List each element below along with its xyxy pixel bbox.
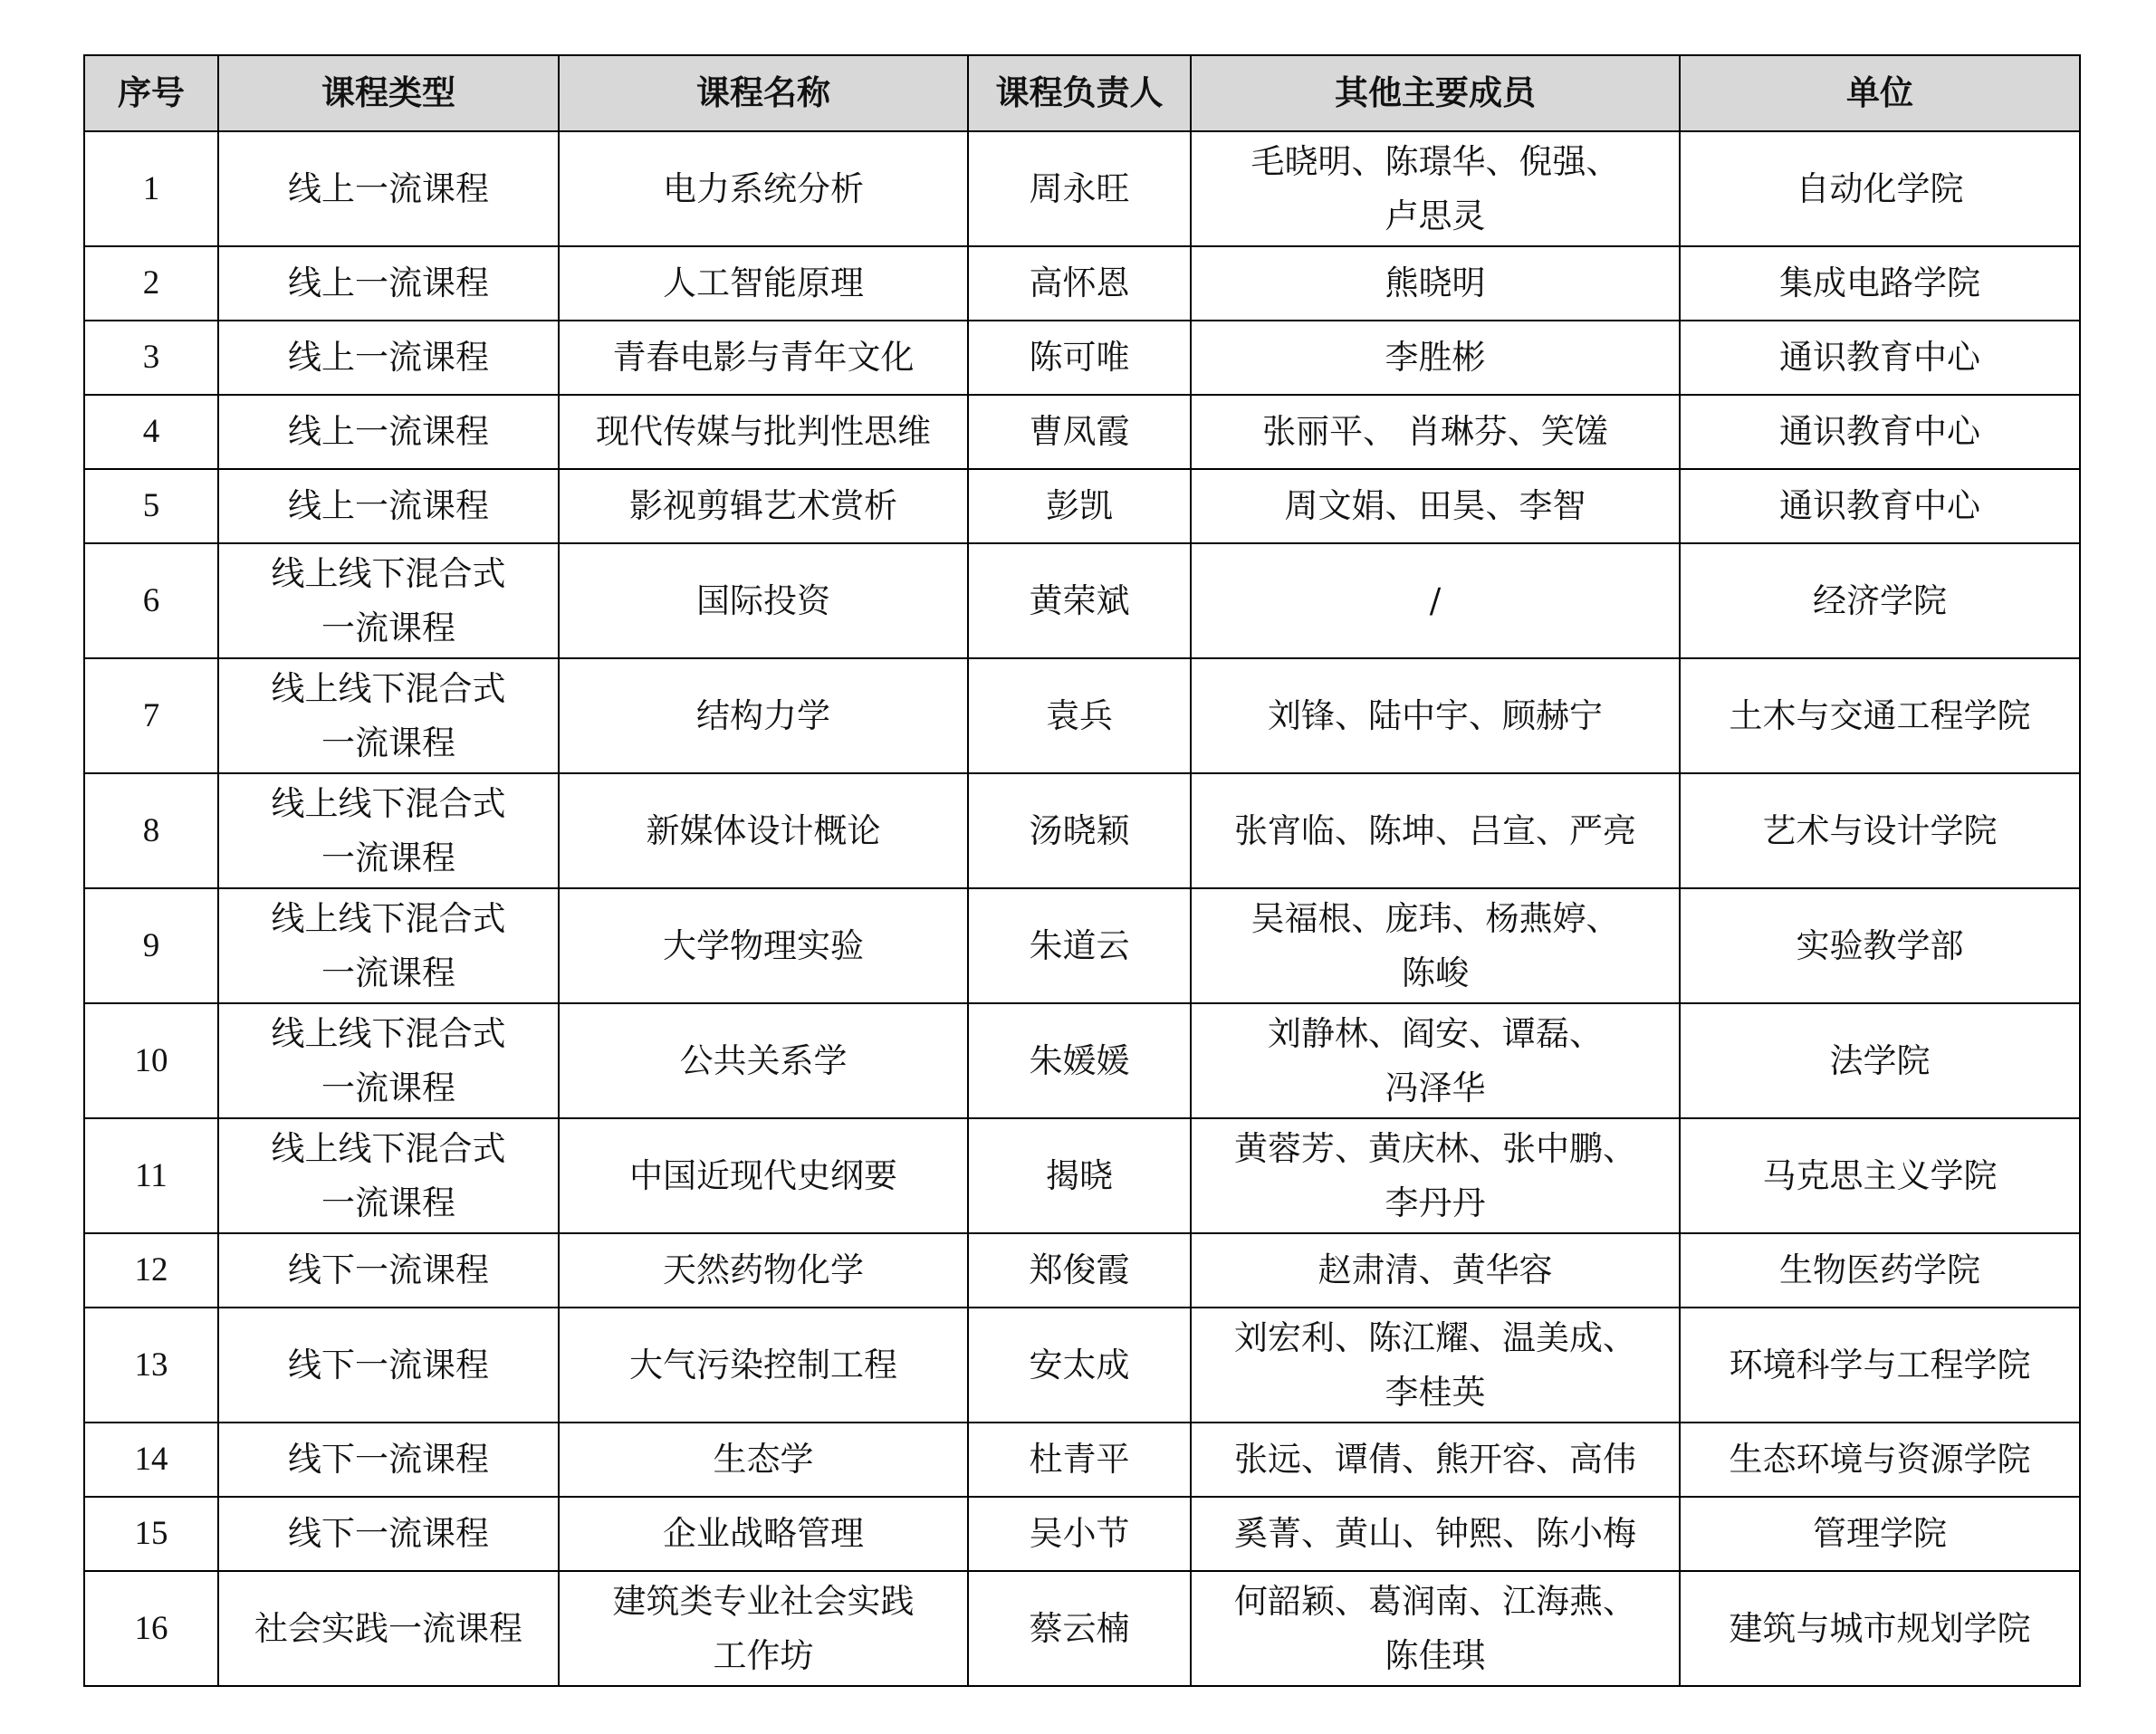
cell-course-type — [218, 888, 559, 1003]
cell-no-line: 14 — [134, 1441, 168, 1478]
cell-other-members-line: 黄蓉芳、黄庆林、张中鹏、 — [1234, 1128, 1636, 1168]
cell-no-line: 5 — [142, 487, 160, 524]
cell-unit-line: 艺术与设计学院 — [1762, 810, 1998, 850]
header-course-type: 课程类型 — [218, 55, 559, 131]
cell-unit-line: 生态环境与资源学院 — [1729, 1440, 2031, 1479]
cell-course-type-line: 线上线下混合式 — [271, 1128, 506, 1168]
cell-other-members — [1191, 1571, 1680, 1686]
cell-other-members-line: 李桂英 — [1385, 1372, 1486, 1412]
cell-other-members-line: 奚菁、黄山、钟熙、陈小梅 — [1234, 1514, 1636, 1553]
cell-other-members — [1191, 1308, 1680, 1423]
cell-course-leader-line: 朱媛媛 — [1029, 1040, 1130, 1080]
cell-no-line: 15 — [134, 1515, 168, 1552]
cell-other-members-line: 冯泽华 — [1385, 1068, 1486, 1107]
cell-unit — [1680, 131, 2080, 246]
cell-course-type-line: 一流课程 — [321, 723, 455, 762]
cell-no — [84, 1233, 218, 1308]
cell-other-members-line: 刘宏利、陈江耀、温美成、 — [1234, 1317, 1636, 1357]
cell-no — [84, 246, 218, 321]
cell-other-members-line: / — [1429, 580, 1442, 620]
cell-course-name — [559, 1233, 968, 1308]
cell-unit — [1680, 246, 2080, 321]
cell-course-type-line: 线上一流课程 — [288, 412, 489, 451]
cell-other-members — [1191, 321, 1680, 395]
cell-unit — [1680, 543, 2080, 658]
table-row — [84, 1497, 2080, 1571]
cell-no — [84, 1308, 218, 1423]
cell-unit-line: 法学院 — [1829, 1040, 1931, 1080]
table-row — [84, 246, 2080, 321]
header-unit: 单位 — [1680, 55, 2080, 131]
table-row — [84, 658, 2080, 773]
cell-course-type-line: 一流课程 — [321, 838, 455, 877]
cell-course-leader-line: 朱道云 — [1029, 925, 1130, 965]
cell-course-type — [218, 131, 559, 246]
cell-course-name-line: 建筑类专业社会实践 — [612, 1581, 915, 1621]
cell-course-type — [218, 773, 559, 888]
cell-no-line: 1 — [142, 169, 160, 207]
cell-no — [84, 658, 218, 773]
cell-unit — [1680, 1423, 2080, 1497]
cell-course-type — [218, 395, 559, 469]
cell-course-leader-line: 周永旺 — [1029, 168, 1130, 208]
table-header-row — [84, 55, 2080, 131]
cell-other-members-line: 毛晓明、陈璟华、倪强、 — [1250, 141, 1620, 181]
cell-course-name — [559, 395, 968, 469]
cell-course-leader — [968, 1308, 1191, 1423]
cell-no-line: 11 — [135, 1156, 168, 1194]
cell-course-name-line: 现代传媒与批判性思维 — [596, 412, 931, 451]
header-other-members: 其他主要成员 — [1191, 55, 1680, 131]
cell-no — [84, 1497, 218, 1571]
cell-course-name — [559, 543, 968, 658]
cell-course-type-line: 社会实践一流课程 — [254, 1608, 522, 1648]
cell-other-members-line: 张宵临、陈坤、吕宣、严亮 — [1234, 810, 1636, 850]
cell-course-leader-line: 高怀恩 — [1029, 263, 1130, 302]
cell-course-name — [559, 658, 968, 773]
cell-unit — [1680, 658, 2080, 773]
cell-course-name-line: 生态学 — [713, 1440, 814, 1479]
table-row — [84, 543, 2080, 658]
cell-course-type-line: 线上一流课程 — [288, 486, 489, 525]
cell-unit-line: 集成电路学院 — [1779, 263, 1980, 302]
cell-course-type-line: 线上线下混合式 — [271, 553, 506, 593]
cell-unit-line: 实验教学部 — [1796, 925, 1964, 965]
cell-course-leader — [968, 1003, 1191, 1118]
table-row — [84, 321, 2080, 395]
cell-course-leader-line: 陈可唯 — [1029, 338, 1130, 377]
cell-course-type-line: 一流课程 — [321, 1068, 455, 1107]
cell-course-leader-line: 郑俊霞 — [1029, 1250, 1130, 1289]
cell-course-leader-line: 袁兵 — [1046, 695, 1113, 735]
cell-unit — [1680, 1233, 2080, 1308]
cell-course-leader — [968, 773, 1191, 888]
cell-course-name-line: 结构力学 — [696, 695, 830, 735]
cell-course-name — [559, 1423, 968, 1497]
cell-course-name-line: 青春电影与青年文化 — [612, 338, 915, 377]
cell-course-type-line: 一流课程 — [321, 608, 455, 647]
cell-course-type — [218, 1233, 559, 1308]
cell-no-line: 4 — [142, 413, 160, 450]
cell-other-members-line: 吴福根、庞玮、杨燕婷、 — [1250, 898, 1620, 938]
cell-unit-line: 建筑与城市规划学院 — [1729, 1608, 2031, 1648]
cell-course-name — [559, 246, 968, 321]
cell-course-name — [559, 469, 968, 543]
cell-course-leader-line: 蔡云楠 — [1029, 1608, 1130, 1648]
cell-course-type-line: 线上线下混合式 — [271, 783, 506, 823]
cell-course-name-line: 国际投资 — [696, 580, 830, 620]
cell-course-name — [559, 1118, 968, 1233]
cell-course-name-line: 大学物理实验 — [663, 925, 864, 965]
cell-no-line: 10 — [134, 1041, 168, 1079]
cell-unit — [1680, 773, 2080, 888]
cell-course-name-line: 中国近现代史纲要 — [629, 1155, 897, 1195]
cell-unit-line: 通识教育中心 — [1779, 412, 1980, 451]
cell-no-line: 7 — [142, 696, 160, 734]
cell-course-leader-line: 揭晓 — [1046, 1155, 1113, 1195]
table-row — [84, 1571, 2080, 1686]
cell-other-members — [1191, 543, 1680, 658]
cell-other-members-line: 卢思灵 — [1385, 196, 1486, 235]
cell-unit-line: 土木与交通工程学院 — [1729, 695, 2031, 735]
course-table-container — [83, 54, 2079, 1687]
cell-no — [84, 773, 218, 888]
cell-course-name-line: 天然药物化学 — [663, 1250, 864, 1289]
cell-other-members — [1191, 469, 1680, 543]
cell-course-type-line: 线下一流课程 — [288, 1250, 489, 1289]
cell-course-leader-line: 安太成 — [1029, 1345, 1130, 1384]
cell-unit-line: 通识教育中心 — [1779, 486, 1980, 525]
cell-other-members-line: 熊晓明 — [1385, 263, 1486, 302]
cell-course-type — [218, 543, 559, 658]
cell-course-type — [218, 1497, 559, 1571]
cell-course-type-line: 线上一流课程 — [288, 338, 489, 377]
header-course-name: 课程名称 — [559, 55, 968, 131]
cell-unit — [1680, 395, 2080, 469]
cell-other-members-line: 张远、谭倩、熊开容、高伟 — [1234, 1440, 1636, 1479]
table-row — [84, 1233, 2080, 1308]
cell-course-name — [559, 773, 968, 888]
cell-other-members — [1191, 1118, 1680, 1233]
cell-course-leader-line: 汤晓颖 — [1029, 810, 1130, 850]
cell-no — [84, 469, 218, 543]
cell-course-leader — [968, 246, 1191, 321]
cell-course-type — [218, 658, 559, 773]
cell-unit — [1680, 1308, 2080, 1423]
course-table — [83, 54, 2081, 1687]
cell-course-leader — [968, 1571, 1191, 1686]
table-row — [84, 773, 2080, 888]
cell-no-line: 13 — [134, 1346, 168, 1384]
cell-unit-line: 通识教育中心 — [1779, 338, 1980, 377]
cell-unit — [1680, 888, 2080, 1003]
cell-course-leader — [968, 543, 1191, 658]
cell-no-line: 3 — [142, 339, 160, 376]
cell-course-type-line: 一流课程 — [321, 953, 455, 992]
cell-unit-line: 经济学院 — [1813, 580, 1947, 620]
cell-no-line: 12 — [134, 1251, 168, 1289]
cell-other-members-line: 赵肃清、黄华容 — [1318, 1250, 1553, 1289]
cell-other-members-line: 何韶颖、葛润南、江海燕、 — [1234, 1581, 1636, 1621]
cell-unit-line: 生物医药学院 — [1779, 1250, 1980, 1289]
cell-course-type — [218, 1423, 559, 1497]
cell-unit — [1680, 1571, 2080, 1686]
cell-course-leader — [968, 1423, 1191, 1497]
cell-no — [84, 1423, 218, 1497]
cell-course-type-line: 线下一流课程 — [288, 1440, 489, 1479]
table-row — [84, 395, 2080, 469]
cell-course-type — [218, 1003, 559, 1118]
header-no: 序号 — [84, 55, 218, 131]
cell-course-leader-line: 彭凯 — [1046, 486, 1113, 525]
cell-unit-line: 环境科学与工程学院 — [1729, 1345, 2031, 1384]
cell-course-name — [559, 1571, 968, 1686]
cell-course-type-line: 线上一流课程 — [288, 263, 489, 302]
cell-no-line: 8 — [142, 811, 160, 849]
cell-other-members — [1191, 395, 1680, 469]
cell-course-leader-line: 吴小节 — [1029, 1514, 1130, 1553]
cell-course-name-line: 企业战略管理 — [663, 1514, 864, 1553]
cell-course-leader — [968, 469, 1191, 543]
table-row — [84, 1003, 2080, 1118]
cell-course-leader — [968, 131, 1191, 246]
cell-course-type — [218, 321, 559, 395]
cell-course-type-line: 线上线下混合式 — [271, 668, 506, 708]
cell-other-members-line: 陈佳琪 — [1385, 1635, 1486, 1675]
cell-course-type-line: 线上一流课程 — [288, 168, 489, 208]
cell-no-line: 2 — [142, 264, 160, 302]
cell-other-members — [1191, 246, 1680, 321]
cell-other-members-line: 李胜彬 — [1385, 338, 1486, 377]
cell-other-members — [1191, 658, 1680, 773]
cell-unit — [1680, 469, 2080, 543]
cell-course-type-line: 线下一流课程 — [288, 1345, 489, 1384]
cell-unit — [1680, 321, 2080, 395]
table-row — [84, 1118, 2080, 1233]
cell-unit-line: 马克思主义学院 — [1762, 1155, 1998, 1195]
cell-unit — [1680, 1118, 2080, 1233]
cell-no — [84, 543, 218, 658]
cell-no-line: 9 — [142, 926, 160, 964]
cell-course-type — [218, 469, 559, 543]
header-course-leader: 课程负责人 — [968, 55, 1191, 131]
table-row — [84, 888, 2080, 1003]
cell-unit — [1680, 1003, 2080, 1118]
cell-course-name-line: 公共关系学 — [679, 1040, 848, 1080]
cell-course-name-line: 影视剪辑艺术赏析 — [629, 486, 897, 525]
cell-other-members — [1191, 1497, 1680, 1571]
cell-course-name-line: 大气污染控制工程 — [629, 1345, 897, 1384]
cell-no-line: 16 — [134, 1609, 168, 1647]
table-body — [84, 131, 2080, 1686]
table-row — [84, 1423, 2080, 1497]
cell-course-name — [559, 131, 968, 246]
cell-course-name-line: 新媒体设计概论 — [646, 810, 881, 850]
cell-course-type-line: 线上线下混合式 — [271, 898, 506, 938]
cell-course-type — [218, 246, 559, 321]
cell-no — [84, 395, 218, 469]
cell-other-members — [1191, 773, 1680, 888]
cell-other-members-line: 陈峻 — [1402, 953, 1469, 992]
cell-course-name — [559, 1497, 968, 1571]
cell-unit-line: 管理学院 — [1813, 1514, 1947, 1553]
cell-course-leader — [968, 321, 1191, 395]
cell-unit-line: 自动化学院 — [1796, 168, 1964, 208]
cell-course-name-line: 人工智能原理 — [663, 263, 864, 302]
cell-unit — [1680, 1497, 2080, 1571]
cell-course-name-line: 电力系统分析 — [663, 168, 864, 208]
table-row — [84, 469, 2080, 543]
cell-course-type-line: 一流课程 — [321, 1183, 455, 1222]
cell-other-members — [1191, 888, 1680, 1003]
cell-other-members-line: 李丹丹 — [1385, 1183, 1486, 1222]
table-row — [84, 131, 2080, 246]
cell-other-members — [1191, 1233, 1680, 1308]
cell-course-leader-line: 黄荣斌 — [1029, 580, 1130, 620]
cell-course-type-line: 线下一流课程 — [288, 1514, 489, 1553]
cell-course-name — [559, 321, 968, 395]
cell-no — [84, 1118, 218, 1233]
cell-other-members-line: 周文娟、田昊、李智 — [1284, 486, 1586, 525]
cell-course-leader — [968, 888, 1191, 1003]
cell-course-type-line: 线上线下混合式 — [271, 1013, 506, 1053]
cell-course-leader — [968, 395, 1191, 469]
cell-course-leader — [968, 1233, 1191, 1308]
cell-course-leader — [968, 1497, 1191, 1571]
cell-other-members — [1191, 1003, 1680, 1118]
cell-course-leader — [968, 658, 1191, 773]
cell-no — [84, 1571, 218, 1686]
cell-other-members-line: 张丽平、 肖琳芬、笑馐 — [1262, 412, 1608, 451]
cell-course-leader — [968, 1118, 1191, 1233]
cell-course-type — [218, 1308, 559, 1423]
cell-no — [84, 888, 218, 1003]
cell-no-line: 6 — [142, 581, 160, 619]
cell-course-leader-line: 曹凤霞 — [1029, 412, 1130, 451]
cell-other-members — [1191, 1423, 1680, 1497]
cell-other-members-line: 刘静林、阎安、谭磊、 — [1268, 1013, 1603, 1053]
cell-course-name — [559, 888, 968, 1003]
table-row — [84, 1308, 2080, 1423]
cell-course-name — [559, 1308, 968, 1423]
cell-course-name-line: 工作坊 — [713, 1635, 814, 1675]
cell-other-members — [1191, 131, 1680, 246]
cell-course-name — [559, 1003, 968, 1118]
cell-no — [84, 131, 218, 246]
cell-course-type — [218, 1571, 559, 1686]
cell-course-type — [218, 1118, 559, 1233]
cell-other-members-line: 刘锋、陆中宇、顾赫宁 — [1268, 695, 1603, 735]
cell-no — [84, 1003, 218, 1118]
cell-no — [84, 321, 218, 395]
cell-course-leader-line: 杜青平 — [1029, 1440, 1130, 1479]
